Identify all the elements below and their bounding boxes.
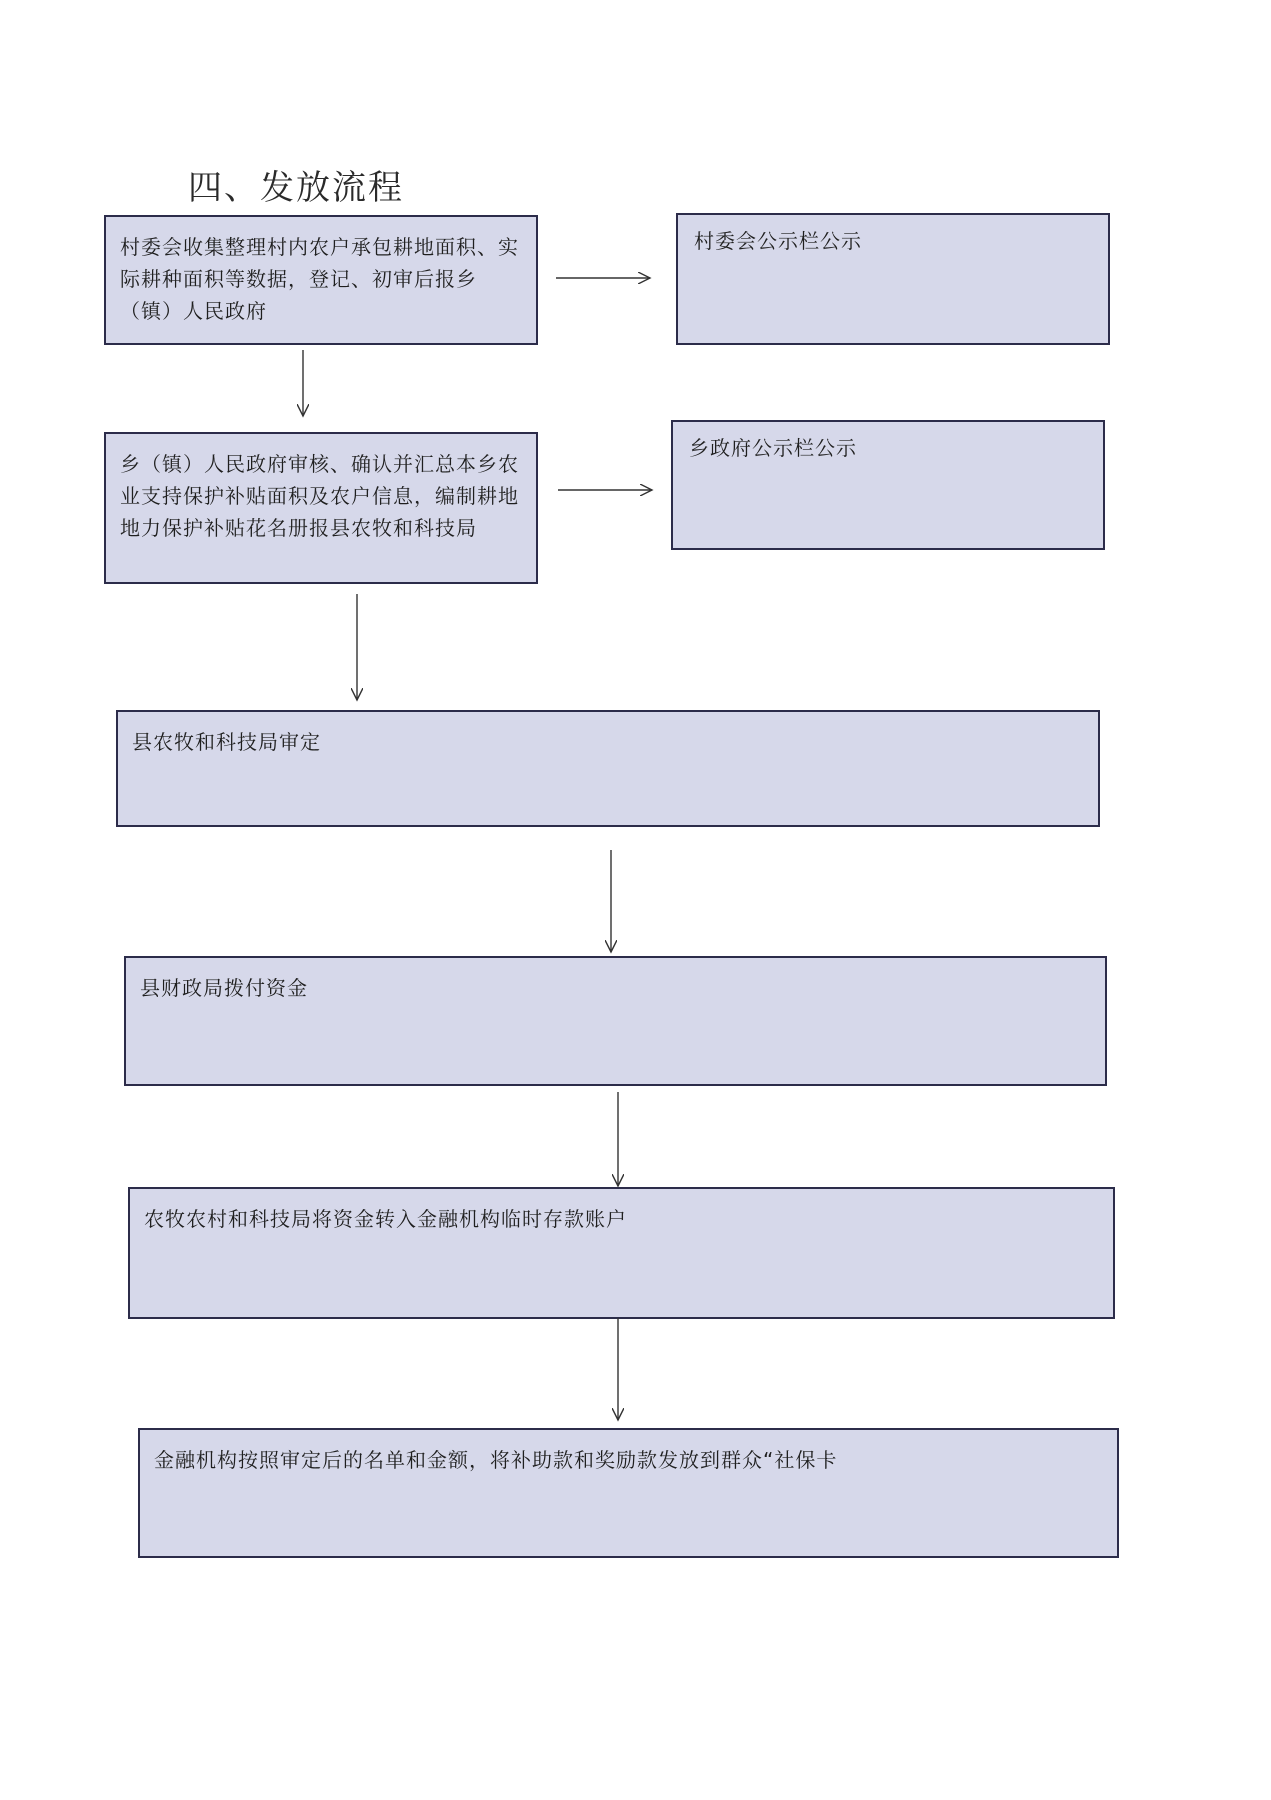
village-notice-text: 村委会公示栏公示 — [694, 229, 862, 253]
step-5-text: 农牧农村和科技局将资金转入金融机构临时存款账户 — [144, 1207, 627, 1231]
step-6-text: 金融机构按照审定后的名单和金额，将补助款和奖励款发放到群众“社保卡 — [154, 1448, 838, 1472]
step-3-text: 县农牧和科技局审定 — [132, 730, 321, 754]
step-2-text: 乡（镇）人民政府审核、确认并汇总本乡农业支持保护补贴面积及农户信息，编制耕地地力保护补贴花名册报县农牧和科技局 — [120, 452, 519, 540]
township-notice-text: 乡政府公示栏公示 — [689, 436, 857, 460]
step-4-text: 县财政局拨付资金 — [140, 976, 308, 1000]
step-1-text: 村委会收集整理村内农户承包耕地面积、实际耕种面积等数据，登记、初审后报乡（镇）人民政府 — [120, 235, 519, 323]
page-title: 四、发放流程 — [188, 168, 404, 208]
